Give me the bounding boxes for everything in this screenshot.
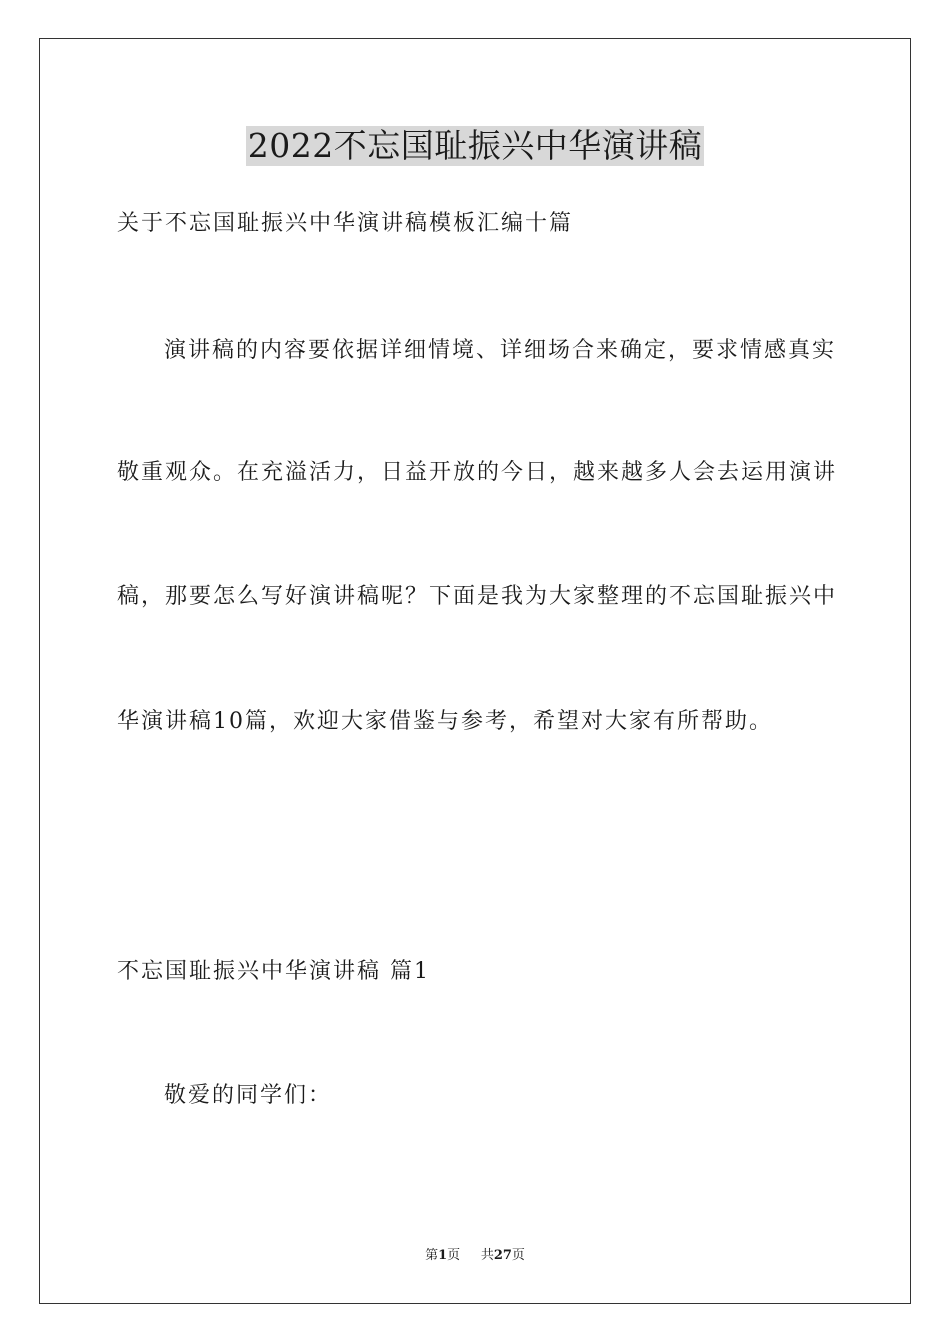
page-footer	[0, 1247, 950, 1265]
footer-total-prefix: 共	[480, 1248, 494, 1263]
footer-page-number: 1	[438, 1248, 448, 1263]
intro-paragraph-line-1: 演讲稿的内容要依据详细情境、详细场合来确定，要求情感真实	[164, 338, 837, 363]
footer-total-suffix: 页	[511, 1248, 525, 1263]
section-heading: 不忘国耻振兴中华演讲稿 篇1	[117, 959, 430, 984]
footer-total-pages: 27	[493, 1248, 512, 1263]
intro-paragraph-line-4: 华演讲稿10篇，欢迎大家借鉴与参考，希望对大家有所帮助。	[117, 709, 773, 734]
intro-paragraph-line-2: 敬重观众。在充溢活力，日益开放的今日，越来越多人会去运用演讲	[117, 460, 838, 485]
intro-paragraph-line-3: 稿，那要怎么写好演讲稿呢？下面是我为大家整理的不忘国耻振兴中	[117, 584, 838, 609]
greeting-line: 敬爱的同学们：	[164, 1083, 333, 1108]
document-subtitle: 关于不忘国耻振兴中华演讲稿模板汇编十篇	[117, 211, 574, 236]
document-title: 2022不忘国耻振兴中华演讲稿	[247, 126, 703, 165]
title-container	[0, 126, 950, 166]
footer-page-suffix: 页	[447, 1248, 461, 1263]
footer-page-prefix: 第	[425, 1248, 439, 1263]
